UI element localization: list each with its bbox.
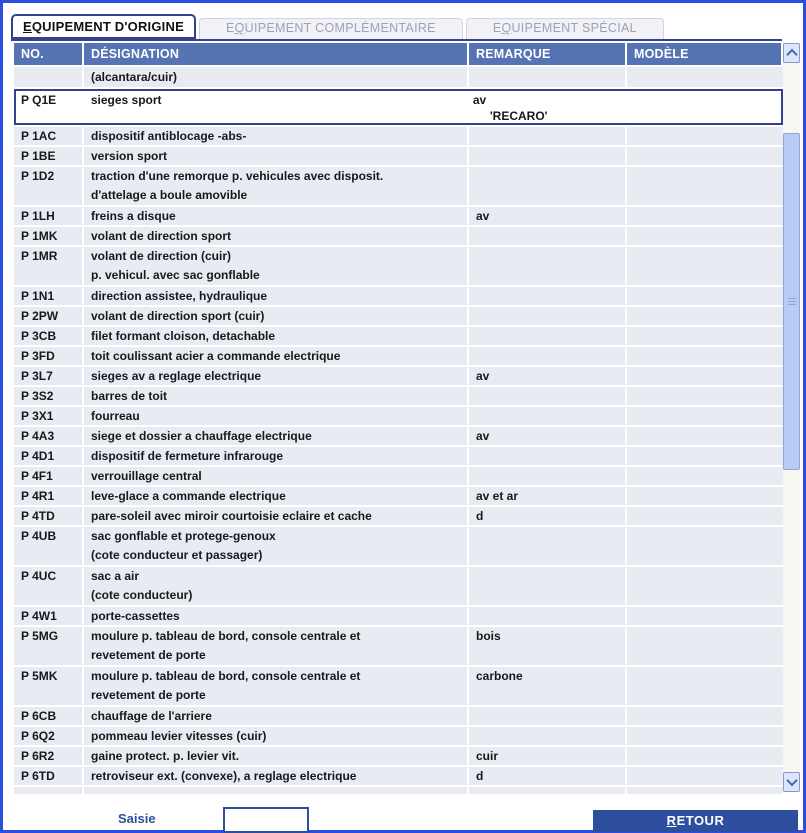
cell-designation: verrouillage central <box>84 467 469 485</box>
cell-designation: barres de toit <box>84 387 469 405</box>
tab-label: E <box>225 21 235 35</box>
tab-equipement-complementaire[interactable] <box>199 18 463 39</box>
cell-remarque <box>469 407 627 425</box>
table-row[interactable] <box>14 367 783 385</box>
cell-designation: sieges sport <box>90 93 162 107</box>
cell-no: P 4UC <box>14 567 84 605</box>
cell-designation: dispositif antiblocage -abs- <box>84 127 469 145</box>
cell-remarque: cuir <box>469 747 627 765</box>
cell-modele <box>627 407 783 425</box>
cell-no: P 3FD <box>14 347 84 365</box>
cell-remarque: av 'RECARO' <box>472 93 548 123</box>
tab-accesskey: Q <box>501 21 512 35</box>
cell-modele <box>627 787 783 794</box>
cell-modele <box>627 627 783 665</box>
cell-modele <box>627 747 783 765</box>
cell-designation: moulure p. tableau de bord, console centrale et revetement de porte <box>84 627 469 665</box>
table-row[interactable] <box>14 67 783 87</box>
tab-equipement-special[interactable] <box>466 18 664 39</box>
table-row[interactable] <box>14 387 783 405</box>
table-row[interactable] <box>14 427 783 445</box>
cell-designation: moulure p. tableau de bord, console centrale et revetement de porte <box>84 667 469 705</box>
chevron-down-icon <box>786 775 797 786</box>
table-row[interactable] <box>14 707 783 725</box>
cell-modele <box>627 467 783 485</box>
cell-modele <box>627 527 783 565</box>
cell-designation: sieges av a reglage electrique <box>84 367 469 385</box>
cell-no: P 4A3 <box>14 427 84 445</box>
cell-designation: version sport <box>84 147 469 165</box>
cell-no: P 6CB <box>14 707 84 725</box>
table-row[interactable] <box>14 507 783 525</box>
cell-remarque <box>469 387 627 405</box>
cell-designation: sac gonflable et protege-genoux (cote conducteur et passager) <box>84 527 469 565</box>
cell-no: P 1MR <box>14 247 84 285</box>
cell-modele <box>627 327 783 345</box>
cell-remarque: av et ar <box>469 487 627 505</box>
cell-designation: fourreau <box>84 407 469 425</box>
cell-remarque <box>469 287 627 305</box>
cell-remarque <box>469 127 627 145</box>
cell-no: P 4D1 <box>14 447 84 465</box>
cell-no: P 3X1 <box>14 407 84 425</box>
cell-modele <box>627 207 783 225</box>
retour-label: ETOUR <box>676 813 725 828</box>
table-row[interactable] <box>14 467 783 485</box>
cell-remarque: av <box>469 207 627 225</box>
cell-remarque <box>469 147 627 165</box>
cell-designation: pommeau levier vitesses (cuir) <box>84 727 469 745</box>
tab-label: UIPEMENT COMPLÉMENTAIRE <box>244 21 436 35</box>
cell-modele <box>625 91 781 123</box>
cell-no: P 1MK <box>14 227 84 245</box>
cell-designation: sac a air (cote conducteur) <box>84 567 469 605</box>
cell-modele <box>627 287 783 305</box>
cell-no <box>14 787 84 794</box>
cell-no: P 4UB <box>14 527 84 565</box>
table-row <box>14 787 783 794</box>
cell-remarque <box>469 67 627 87</box>
cell-remarque <box>469 467 627 485</box>
column-header-designation: DÉSIGNATION <box>84 43 469 65</box>
cell-remarque: d <box>469 767 627 785</box>
cell-modele <box>627 727 783 745</box>
cell-modele <box>627 387 783 405</box>
table-row[interactable] <box>14 567 783 605</box>
cell-modele <box>627 347 783 365</box>
cell-remarque: d <box>469 507 627 525</box>
table-row[interactable] <box>14 447 783 465</box>
cell-remarque <box>469 327 627 345</box>
table-row[interactable] <box>14 527 783 565</box>
cell-modele <box>627 427 783 445</box>
cell-remarque: av <box>469 427 627 445</box>
tab-equipement-origine[interactable] <box>11 14 196 39</box>
scroll-down-button[interactable] <box>783 772 800 792</box>
cell-remarque <box>469 307 627 325</box>
cell-remarque <box>469 247 627 285</box>
cell-modele <box>627 247 783 285</box>
tab-label: E <box>492 21 502 35</box>
cell-modele <box>627 507 783 525</box>
cell-remarque: bois <box>469 627 627 665</box>
cell-designation: chauffage de l'arriere <box>84 707 469 725</box>
cell-designation: filet formant cloison, detachable <box>84 327 469 345</box>
table-row[interactable] <box>14 667 783 705</box>
table-row[interactable] <box>14 307 783 325</box>
tab-label: UIPEMENT SPÉCIAL <box>511 21 637 35</box>
cell-designation: siege et dossier a chauffage electrique <box>84 427 469 445</box>
cell-designation: gaine protect. p. levier vit. <box>84 747 469 765</box>
table-row[interactable] <box>14 167 783 205</box>
cell-remarque <box>469 607 627 625</box>
vertical-scrollbar[interactable] <box>783 43 800 792</box>
column-header-no: NO. <box>14 43 84 65</box>
table-row[interactable] <box>14 227 783 245</box>
cell-no: P 3L7 <box>14 367 84 385</box>
cell-no: P 4TD <box>14 507 84 525</box>
scrollbar-thumb-grip <box>788 298 796 306</box>
cell-modele <box>627 147 783 165</box>
cell-modele <box>627 667 783 705</box>
cell-modele <box>627 67 783 87</box>
cell-designation: volant de direction sport <box>84 227 469 245</box>
cell-modele <box>627 167 783 205</box>
retour-accesskey: R <box>666 813 677 828</box>
cell-no: P 6Q2 <box>14 727 84 745</box>
scrollbar-thumb[interactable] <box>783 133 800 470</box>
cell-remarque <box>469 787 627 794</box>
cell-no: P 2PW <box>14 307 84 325</box>
chevron-up-icon <box>786 49 797 60</box>
table-row[interactable] <box>14 747 783 765</box>
cell-no: P 3S2 <box>14 387 84 405</box>
saisie-input[interactable] <box>223 807 309 833</box>
equipment-table <box>14 43 783 796</box>
table-row[interactable] <box>14 127 783 145</box>
cell-no: P 4R1 <box>14 487 84 505</box>
cell-no: P 6TD <box>14 767 84 785</box>
cell-modele <box>627 567 783 605</box>
cell-remarque: av <box>469 367 627 385</box>
tab-accesskey: Q <box>234 21 245 35</box>
cell-no: P 1N1 <box>14 287 84 305</box>
retour-button[interactable] <box>593 810 798 832</box>
cell-no: P 6R2 <box>14 747 84 765</box>
cell-no: P 5MK <box>14 667 84 705</box>
cell-modele <box>627 707 783 725</box>
cell-designation: (alcantara/cuir) <box>84 67 469 87</box>
cell-no: P 4F1 <box>14 467 84 485</box>
table-row[interactable] <box>14 407 783 425</box>
cell-remarque <box>469 567 627 605</box>
cell-remarque <box>469 727 627 745</box>
cell-remarque: carbone <box>469 667 627 705</box>
table-row[interactable] <box>14 627 783 665</box>
column-header-remarque: REMARQUE <box>469 43 627 65</box>
table-row[interactable] <box>14 327 783 345</box>
table-row[interactable] <box>14 727 783 745</box>
tab-label: QUIPEMENT D'ORIGINE <box>31 19 184 34</box>
cell-modele <box>627 367 783 385</box>
cell-no: P 4W1 <box>14 607 84 625</box>
column-header-modele: MODÈLE <box>627 43 783 65</box>
cell-designation: dispositif de fermeture infrarouge <box>84 447 469 465</box>
table-row[interactable] <box>14 347 783 365</box>
scroll-up-button[interactable] <box>783 43 800 63</box>
cell-designation <box>84 787 469 794</box>
table-row-selected[interactable] <box>14 89 783 125</box>
cell-designation: leve-glace a commande electrique <box>84 487 469 505</box>
cell-modele <box>627 487 783 505</box>
cell-modele <box>627 447 783 465</box>
cell-remarque <box>469 167 627 205</box>
cell-designation: volant de direction (cuir) p. vehicul. avec sac gonflable <box>84 247 469 285</box>
cell-remarque <box>469 447 627 465</box>
cell-no: P Q1E <box>21 93 57 107</box>
cell-remarque <box>469 347 627 365</box>
cell-remarque <box>469 227 627 245</box>
tab-strip-divider <box>11 39 782 41</box>
table-row[interactable] <box>14 607 783 625</box>
tab-bar <box>11 14 664 39</box>
cell-designation: traction d'une remorque p. vehicules avec disposit. d'attelage a boule amovible <box>84 167 469 205</box>
cell-modele <box>627 227 783 245</box>
cell-modele <box>627 307 783 325</box>
cell-designation: volant de direction sport (cuir) <box>84 307 469 325</box>
cell-remarque <box>469 707 627 725</box>
cell-no: P 3CB <box>14 327 84 345</box>
cell-no <box>14 67 84 87</box>
tab-accesskey: E <box>23 19 32 34</box>
cell-no: P 5MG <box>14 627 84 665</box>
table-row[interactable] <box>14 207 783 225</box>
cell-modele <box>627 607 783 625</box>
table-row[interactable] <box>14 487 783 505</box>
cell-designation: retroviseur ext. (convexe), a reglage electrique <box>84 767 469 785</box>
cell-no: P 1BE <box>14 147 84 165</box>
table-row[interactable] <box>14 247 783 285</box>
cell-modele <box>627 127 783 145</box>
cell-designation: porte-cassettes <box>84 607 469 625</box>
cell-designation: direction assistee, hydraulique <box>84 287 469 305</box>
cell-no: P 1AC <box>14 127 84 145</box>
cell-no: P 1LH <box>14 207 84 225</box>
table-row[interactable] <box>14 287 783 305</box>
table-header <box>14 43 783 65</box>
table-row[interactable] <box>14 147 783 165</box>
table-row[interactable] <box>14 767 783 785</box>
cell-modele <box>627 767 783 785</box>
cell-designation: freins a disque <box>84 207 469 225</box>
cell-designation: toit coulissant acier a commande electrique <box>84 347 469 365</box>
cell-designation: pare-soleil avec miroir courtoisie eclaire et cache <box>84 507 469 525</box>
cell-remarque <box>469 527 627 565</box>
saisie-label: Saisie <box>118 811 156 826</box>
cell-no: P 1D2 <box>14 167 84 205</box>
table-body <box>14 67 783 794</box>
